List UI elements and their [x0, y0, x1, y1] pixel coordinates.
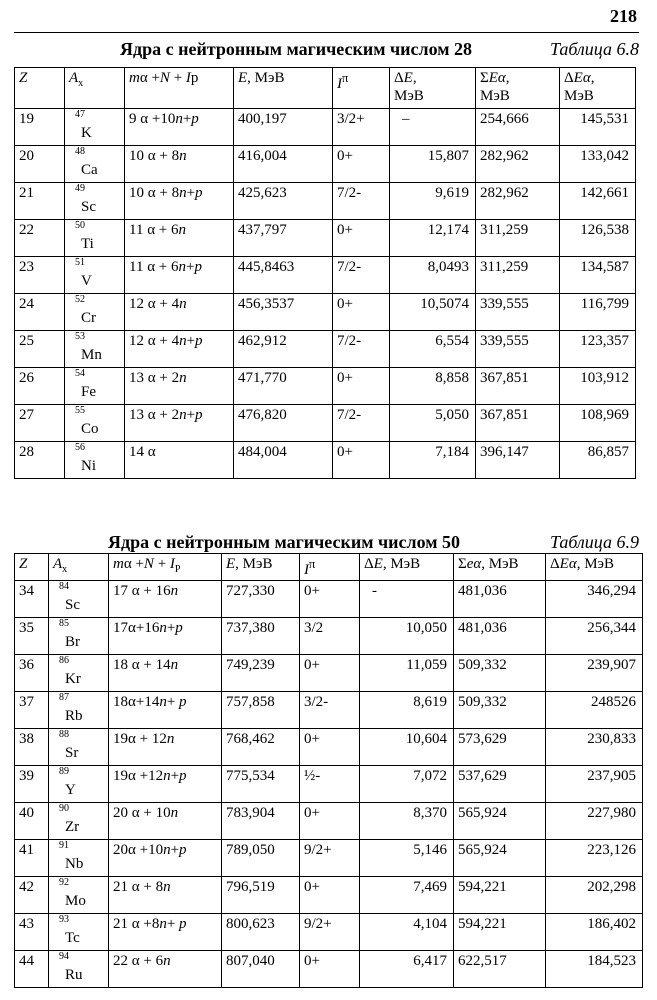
cell-formula: 21 α + 8n — [109, 877, 222, 914]
header-formula: $m\alpha +N + I_P$ — [109, 554, 222, 581]
cell-formula: 20α +10n+p — [109, 840, 222, 877]
element-symbol: Zr — [65, 819, 80, 835]
cell-delta-e: 7,072 — [360, 766, 454, 803]
cell-spin: 0+ — [300, 729, 360, 766]
header-sum-e-alpha: Σeα, МэВ — [454, 554, 546, 581]
cell-delta-e-alpha: 202,298 — [546, 877, 643, 914]
cell-formula: 19α +12n+p — [109, 766, 222, 803]
cell-delta-e: 10,050 — [360, 618, 454, 655]
header-rule — [14, 32, 639, 33]
cell-z: 37 — [15, 692, 49, 729]
cell-formula: 17 α + 16n — [109, 581, 222, 618]
cell-nuclide — [65, 294, 125, 331]
cell-delta-e-alpha: 248526 — [546, 692, 643, 729]
cell-spin: 0+ — [333, 294, 390, 331]
cell-nuclide — [49, 803, 109, 840]
element-symbol: Ru — [65, 967, 83, 983]
cell-energy: 476,820 — [234, 405, 333, 442]
mass-number: 52 — [75, 294, 85, 305]
cell-z: 35 — [15, 618, 49, 655]
header-sum-e-alpha: ΣEα, МэВ — [476, 68, 560, 109]
cell-formula: 10 α + 8n — [125, 146, 234, 183]
table2-caption — [14, 531, 639, 553]
table-row — [15, 405, 636, 442]
cell-formula: 20 α + 10n — [109, 803, 222, 840]
mass-number: 54 — [75, 368, 85, 379]
cell-delta-e: 9,619 — [390, 183, 476, 220]
cell-nuclide — [49, 951, 109, 988]
element-symbol: Fe — [81, 384, 96, 400]
cell-nuclide — [65, 405, 125, 442]
mass-number: 47 — [75, 109, 85, 120]
cell-delta-e: 5,146 — [360, 840, 454, 877]
cell-energy: 456,3537 — [234, 294, 333, 331]
cell-z: 44 — [15, 951, 49, 988]
cell-spin: 3/2- — [300, 692, 360, 729]
cell-spin: 0+ — [300, 581, 360, 618]
cell-sum-e-alpha: 594,221 — [454, 877, 546, 914]
cell-delta-e-alpha: 126,538 — [560, 220, 636, 257]
cell-z: 25 — [15, 331, 65, 368]
header-delta-e-alpha: ΔEα, МэВ — [560, 68, 636, 109]
cell-energy: 796,519 — [222, 877, 300, 914]
cell-delta-e: – — [390, 109, 476, 146]
mass-number: 56 — [75, 442, 85, 453]
cell-spin: 7/2- — [333, 257, 390, 294]
element-symbol: Ti — [81, 236, 94, 252]
table-row — [15, 368, 636, 405]
cell-z: 19 — [15, 109, 65, 146]
element-symbol: Cr — [81, 310, 96, 326]
cell-energy: 445,8463 — [234, 257, 333, 294]
mass-number: 55 — [75, 405, 85, 416]
cell-z: 20 — [15, 146, 65, 183]
table1-caption — [14, 38, 639, 60]
cell-z: 24 — [15, 294, 65, 331]
cell-spin: 7/2- — [333, 331, 390, 368]
element-symbol: Sc — [81, 199, 96, 215]
element-symbol: Ca — [81, 162, 98, 178]
cell-energy: 737,380 — [222, 618, 300, 655]
cell-delta-e: 6,554 — [390, 331, 476, 368]
table-row — [15, 183, 636, 220]
cell-nuclide — [49, 914, 109, 951]
element-symbol: Ni — [81, 458, 96, 474]
mass-number: 85 — [59, 618, 69, 629]
cell-delta-e-alpha: 134,587 — [560, 257, 636, 294]
table1-title: Ядра с нейтронным магическим числом 28 — [120, 39, 473, 59]
cell-formula: 14 α — [125, 442, 234, 479]
cell-spin: 0+ — [333, 368, 390, 405]
cell-spin: 0+ — [300, 803, 360, 840]
cell-energy: 783,904 — [222, 803, 300, 840]
cell-z: 23 — [15, 257, 65, 294]
cell-nuclide — [65, 183, 125, 220]
header-spin: $I^\pi$ — [333, 68, 390, 109]
cell-nuclide — [65, 442, 125, 479]
table-row — [15, 109, 636, 146]
cell-energy: 437,797 — [234, 220, 333, 257]
mass-number: 94 — [59, 951, 69, 962]
cell-formula: 18 α + 14n — [109, 655, 222, 692]
element-symbol: V — [81, 273, 92, 289]
mass-number: 89 — [59, 766, 69, 777]
header-delta-e-alpha: ΔEα, МэВ — [546, 554, 643, 581]
mass-number: 88 — [59, 729, 69, 740]
cell-delta-e: 8,619 — [360, 692, 454, 729]
cell-formula: 12 α + 4n — [125, 294, 234, 331]
cell-delta-e-alpha: 108,969 — [560, 405, 636, 442]
cell-z: 28 — [15, 442, 65, 479]
cell-nuclide — [49, 877, 109, 914]
cell-delta-e-alpha: 142,661 — [560, 183, 636, 220]
cell-formula: 13 α + 2n+p — [125, 405, 234, 442]
cell-energy: 416,004 — [234, 146, 333, 183]
cell-z: 27 — [15, 405, 65, 442]
cell-delta-e-alpha: 116,799 — [560, 294, 636, 331]
table-row — [15, 655, 643, 692]
cell-delta-e-alpha: 346,294 — [546, 581, 643, 618]
mass-number: 84 — [59, 581, 69, 592]
cell-spin: 9/2+ — [300, 840, 360, 877]
cell-delta-e-alpha: 86,857 — [560, 442, 636, 479]
cell-delta-e: 12,174 — [390, 220, 476, 257]
cell-energy: 471,770 — [234, 368, 333, 405]
table1-label: Таблица 6.8 — [549, 39, 639, 59]
cell-z: 21 — [15, 183, 65, 220]
cell-z: 38 — [15, 729, 49, 766]
cell-formula: 18α+14n+ p — [109, 692, 222, 729]
cell-sum-e-alpha: 594,221 — [454, 914, 546, 951]
mass-number: 53 — [75, 331, 85, 342]
cell-nuclide — [65, 109, 125, 146]
header-spin: $I^\pi$ — [300, 554, 360, 581]
element-symbol: Y — [65, 782, 76, 798]
cell-formula: 11 α + 6n+p — [125, 257, 234, 294]
cell-sum-e-alpha: 565,924 — [454, 840, 546, 877]
cell-sum-e-alpha: 282,962 — [476, 146, 560, 183]
cell-energy: 727,330 — [222, 581, 300, 618]
cell-energy: 462,912 — [234, 331, 333, 368]
element-symbol: K — [81, 125, 92, 141]
cell-spin: 7/2- — [333, 183, 390, 220]
cell-delta-e-alpha: 145,531 — [560, 109, 636, 146]
table-row — [15, 581, 643, 618]
cell-energy: 757,858 — [222, 692, 300, 729]
mass-number: 87 — [59, 692, 69, 703]
cell-delta-e-alpha: 239,907 — [546, 655, 643, 692]
cell-formula: 19α + 12n — [109, 729, 222, 766]
element-symbol: Co — [81, 421, 99, 437]
table-row — [15, 146, 636, 183]
cell-delta-e: 10,604 — [360, 729, 454, 766]
cell-spin: ½- — [300, 766, 360, 803]
header-delta-e: ΔE, МэВ — [360, 554, 454, 581]
table2 — [14, 553, 643, 988]
cell-nuclide — [49, 766, 109, 803]
header-energy: E, МэВ — [234, 68, 333, 109]
cell-delta-e: 8,370 — [360, 803, 454, 840]
table-row — [15, 220, 636, 257]
cell-z: 39 — [15, 766, 49, 803]
cell-formula: 13 α + 2n — [125, 368, 234, 405]
cell-spin: 9/2+ — [300, 914, 360, 951]
table-row — [15, 331, 636, 368]
cell-sum-e-alpha: 254,666 — [476, 109, 560, 146]
element-symbol: Mn — [81, 347, 102, 363]
table-row — [15, 951, 643, 988]
cell-sum-e-alpha: 537,629 — [454, 766, 546, 803]
cell-spin: 3/2 — [300, 618, 360, 655]
element-symbol: Nb — [65, 856, 84, 872]
cell-z: 26 — [15, 368, 65, 405]
cell-z: 41 — [15, 840, 49, 877]
cell-spin: 0+ — [333, 146, 390, 183]
mass-number: 86 — [59, 655, 69, 666]
mass-number: 48 — [75, 146, 85, 157]
cell-delta-e: 7,469 — [360, 877, 454, 914]
cell-delta-e: 4,104 — [360, 914, 454, 951]
mass-number: 50 — [75, 220, 85, 231]
cell-sum-e-alpha: 367,851 — [476, 368, 560, 405]
table2-header-row — [15, 554, 643, 581]
header-ax: $A_x$ — [49, 554, 109, 581]
cell-sum-e-alpha: 481,036 — [454, 581, 546, 618]
cell-delta-e: - — [360, 581, 454, 618]
cell-nuclide — [49, 692, 109, 729]
cell-z: 34 — [15, 581, 49, 618]
cell-spin: 7/2- — [333, 405, 390, 442]
cell-delta-e: 6,417 — [360, 951, 454, 988]
cell-sum-e-alpha: 396,147 — [476, 442, 560, 479]
cell-spin: 0+ — [300, 877, 360, 914]
table-row — [15, 840, 643, 877]
cell-spin: 3/2+ — [333, 109, 390, 146]
cell-energy: 749,239 — [222, 655, 300, 692]
cell-sum-e-alpha: 311,259 — [476, 220, 560, 257]
cell-formula: 9 α +10n+p — [125, 109, 234, 146]
cell-spin: 0+ — [300, 951, 360, 988]
cell-nuclide — [49, 581, 109, 618]
cell-formula: 12 α + 4n+p — [125, 331, 234, 368]
cell-z: 43 — [15, 914, 49, 951]
cell-delta-e: 8,858 — [390, 368, 476, 405]
cell-formula: 17α+16n+p — [109, 618, 222, 655]
cell-delta-e-alpha: 133,042 — [560, 146, 636, 183]
cell-delta-e-alpha: 230,833 — [546, 729, 643, 766]
mass-number: 90 — [59, 803, 69, 814]
cell-energy: 807,040 — [222, 951, 300, 988]
cell-nuclide — [65, 220, 125, 257]
table-row — [15, 914, 643, 951]
header-z: Z — [15, 68, 65, 109]
cell-delta-e-alpha: 123,357 — [560, 331, 636, 368]
element-symbol: Br — [65, 634, 80, 650]
table-row — [15, 294, 636, 331]
element-symbol: Kr — [65, 671, 81, 687]
cell-sum-e-alpha: 311,259 — [476, 257, 560, 294]
element-symbol: Sr — [65, 745, 79, 761]
cell-delta-e: 10,5074 — [390, 294, 476, 331]
cell-delta-e: 7,184 — [390, 442, 476, 479]
cell-formula: 11 α + 6n — [125, 220, 234, 257]
cell-energy: 400,197 — [234, 109, 333, 146]
cell-energy: 484,004 — [234, 442, 333, 479]
cell-delta-e-alpha: 103,912 — [560, 368, 636, 405]
cell-sum-e-alpha: 367,851 — [476, 405, 560, 442]
table1 — [14, 67, 636, 479]
cell-sum-e-alpha: 282,962 — [476, 183, 560, 220]
table2-label: Таблица 6.9 — [549, 532, 639, 552]
cell-delta-e-alpha: 237,905 — [546, 766, 643, 803]
element-symbol: Tc — [65, 930, 80, 946]
mass-number: 91 — [59, 840, 69, 851]
header-formula: mα +N + Ip — [125, 68, 234, 109]
cell-delta-e-alpha: 186,402 — [546, 914, 643, 951]
cell-delta-e-alpha: 227,980 — [546, 803, 643, 840]
cell-sum-e-alpha: 339,555 — [476, 331, 560, 368]
header-ax: $A_x$ — [65, 68, 125, 109]
mass-number: 49 — [75, 183, 85, 194]
cell-z: 42 — [15, 877, 49, 914]
page-number: 218 — [610, 6, 637, 26]
table-row — [15, 803, 643, 840]
header-z: Z — [15, 554, 49, 581]
cell-delta-e: 5,050 — [390, 405, 476, 442]
cell-sum-e-alpha: 573,629 — [454, 729, 546, 766]
cell-spin: 0+ — [333, 220, 390, 257]
mass-number: 51 — [75, 257, 85, 268]
cell-sum-e-alpha: 509,332 — [454, 692, 546, 729]
table1-header-row — [15, 68, 636, 109]
cell-nuclide — [49, 729, 109, 766]
cell-nuclide — [49, 618, 109, 655]
mass-number: 93 — [59, 914, 69, 925]
table-row — [15, 692, 643, 729]
cell-sum-e-alpha: 509,332 — [454, 655, 546, 692]
cell-formula: 22 α + 6n — [109, 951, 222, 988]
cell-sum-e-alpha: 481,036 — [454, 618, 546, 655]
element-symbol: Sc — [65, 597, 80, 613]
cell-z: 36 — [15, 655, 49, 692]
cell-energy: 768,462 — [222, 729, 300, 766]
header-energy: E, МэВ — [222, 554, 300, 581]
element-symbol: Mo — [65, 893, 86, 909]
cell-energy: 789,050 — [222, 840, 300, 877]
table-row — [15, 257, 636, 294]
cell-delta-e-alpha: 256,344 — [546, 618, 643, 655]
cell-energy: 425,623 — [234, 183, 333, 220]
cell-delta-e: 15,807 — [390, 146, 476, 183]
cell-nuclide — [65, 146, 125, 183]
header-delta-e: ΔE, МэВ — [390, 68, 476, 109]
cell-z: 40 — [15, 803, 49, 840]
cell-energy: 775,534 — [222, 766, 300, 803]
cell-delta-e: 11,059 — [360, 655, 454, 692]
cell-sum-e-alpha: 565,924 — [454, 803, 546, 840]
cell-z: 22 — [15, 220, 65, 257]
table2-title: Ядра с нейтронным магическим числом 50 — [108, 532, 461, 552]
mass-number: 92 — [59, 877, 69, 888]
cell-nuclide — [65, 257, 125, 294]
table-row — [15, 442, 636, 479]
cell-delta-e-alpha: 184,523 — [546, 951, 643, 988]
cell-delta-e-alpha: 223,126 — [546, 840, 643, 877]
table-row — [15, 766, 643, 803]
element-symbol: Rb — [65, 708, 83, 724]
table-row — [15, 618, 643, 655]
cell-delta-e: 8,0493 — [390, 257, 476, 294]
cell-sum-e-alpha: 622,517 — [454, 951, 546, 988]
cell-energy: 800,623 — [222, 914, 300, 951]
table-row — [15, 729, 643, 766]
cell-spin: 0+ — [333, 442, 390, 479]
cell-formula: 21 α +8n+ p — [109, 914, 222, 951]
table-row — [15, 877, 643, 914]
cell-nuclide — [49, 840, 109, 877]
cell-sum-e-alpha: 339,555 — [476, 294, 560, 331]
cell-nuclide — [65, 331, 125, 368]
cell-formula: 10 α + 8n+p — [125, 183, 234, 220]
cell-nuclide — [65, 368, 125, 405]
cell-spin: 0+ — [300, 655, 360, 692]
cell-nuclide — [49, 655, 109, 692]
